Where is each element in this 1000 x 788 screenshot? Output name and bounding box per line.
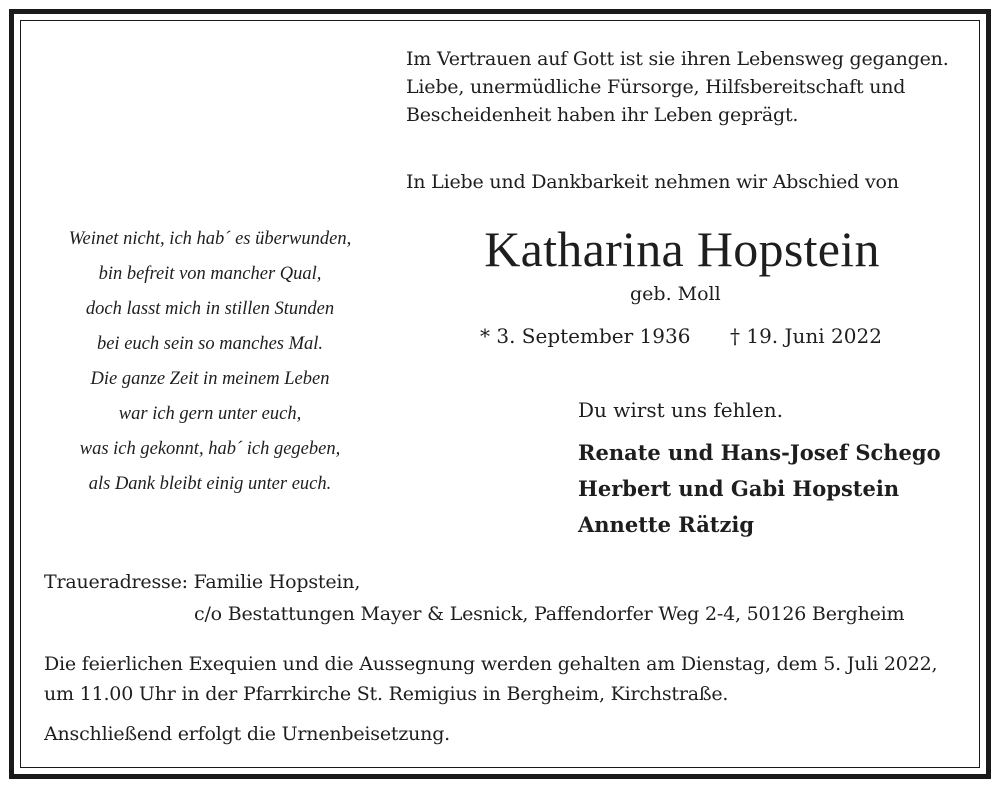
mourner-3: Annette Rätzig <box>578 512 755 537</box>
mourner-2: Herbert und Gabi Hopstein <box>578 476 900 501</box>
poem-line-2: bin befreit von mancher Qual, <box>98 264 322 284</box>
intro-line-1: Im Vertrauen auf Gott ist sie ihren Lebensweg gegangen. <box>406 48 949 70</box>
poem-line-6: war ich gern unter euch, <box>118 404 302 424</box>
address-line-1: Traueradresse: Familie Hopstein, <box>44 571 361 593</box>
service-line-2: um 11.00 Uhr in der Pfarrkirche St. Remigius in Bergheim, Kirchstraße. <box>44 683 729 705</box>
maiden-name: geb. Moll <box>630 283 721 305</box>
intro-line-2: Liebe, unermüdliche Fürsorge, Hilfsbereitschaft und <box>406 76 906 98</box>
intro-line-3: Bescheidenheit haben ihr Leben geprägt. <box>406 104 799 126</box>
mourners-note: Du wirst uns fehlen. <box>578 398 783 422</box>
farewell-line: In Liebe und Dankbarkeit nehmen wir Abschied von <box>406 171 899 193</box>
deceased-name: Katharina Hopstein <box>484 221 880 277</box>
poem-line-7: was ich gekonnt, hab´ ich gegeben, <box>79 439 341 459</box>
poem-line-8: als Dank bleibt einig unter euch. <box>88 474 332 494</box>
service-line-3: Anschließend erfolgt die Urnenbeisetzung. <box>44 723 451 745</box>
poem-line-3: doch lasst mich in stillen Stunden <box>85 299 335 319</box>
death-date: † 19. Juni 2022 <box>730 324 882 348</box>
poem-line-4: bei euch sein so manches Mal. <box>96 334 324 354</box>
poem-line-1: Weinet nicht, ich hab´ es überwunden, <box>68 229 352 249</box>
mourner-1: Renate und Hans-Josef Schego <box>578 440 941 465</box>
poem-line-5: Die ganze Zeit in meinem Leben <box>90 369 330 389</box>
service-line-1: Die feierlichen Exequien und die Aussegnung werden gehalten am Dienstag, dem 5. Juli 2022, <box>44 653 938 675</box>
birth-date: * 3. September 1936 <box>480 324 691 348</box>
address-line-2: c/o Bestattungen Mayer & Lesnick, Paffendorfer Weg 2-4, 50126 Bergheim <box>194 603 905 625</box>
